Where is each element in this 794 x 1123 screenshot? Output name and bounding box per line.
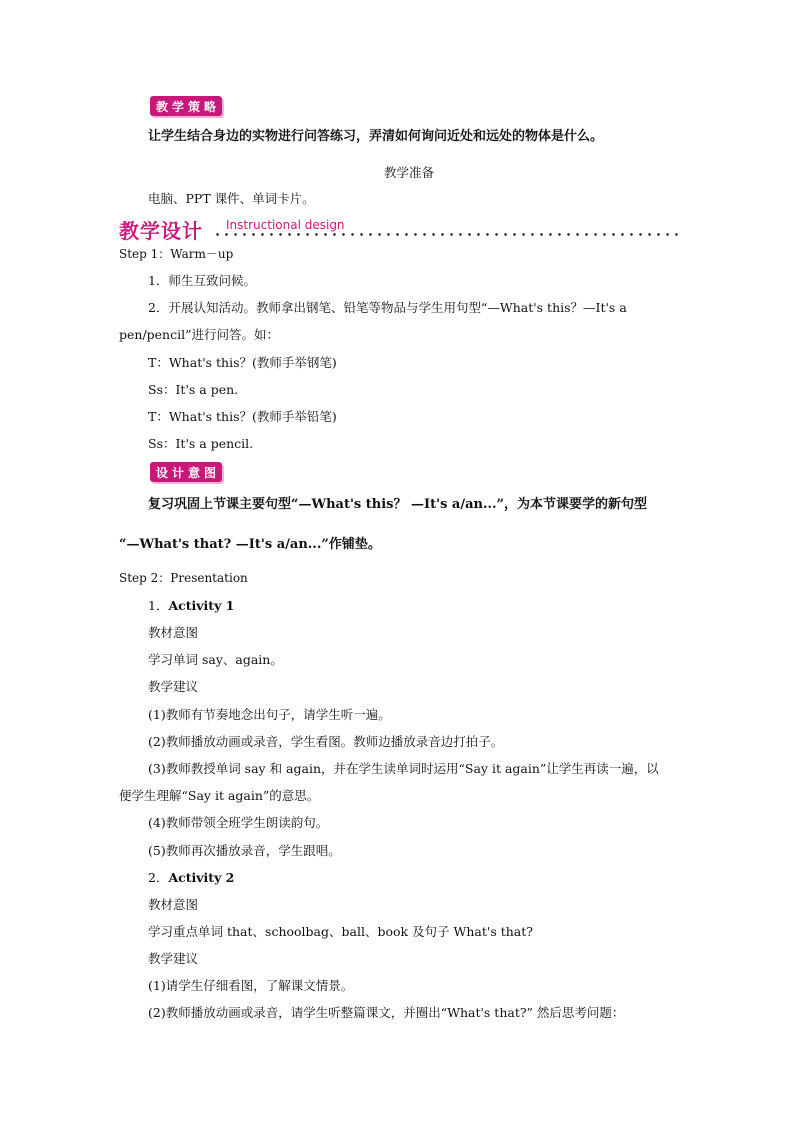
step2-title: Step 2：Presentation: [119, 571, 248, 585]
step1-item2-line1: 2．开展认知活动。教师拿出钢笔、铅笔等物品与学生用句型“—What's this？—It's a: [148, 300, 627, 315]
activity1-advice-label: 教学建议: [148, 679, 199, 694]
activity2-intent-label: 教材意图: [148, 897, 199, 912]
step1-item2-line2: pen/pencil”进行问答。如：: [119, 327, 279, 342]
design-intent-line1: 复习巩固上节课主要句型“—What's this？ —It's a/an...”，为本节课要学的新句型: [148, 497, 648, 512]
preparation-heading: 教学准备: [384, 165, 435, 180]
activity1-number: 1．: [148, 598, 169, 613]
step1-item1: 1．师生互致问候。: [148, 273, 256, 288]
activity1-title: [148, 597, 234, 615]
activity1-intent-text: 学习单词 say、again。: [148, 652, 283, 667]
activity2-number: 2．: [148, 870, 169, 885]
dialog-line: Ss：It's a pencil.: [148, 436, 254, 451]
activity2-title: [148, 869, 234, 887]
activity1-advice-item: 便学生理解“Say it again”的意思。: [119, 788, 320, 803]
preparation-text: 电脑、PPT 课件、单词卡片。: [148, 191, 315, 206]
dialog-line: T：What's this？(教师手举钢笔): [148, 355, 337, 370]
activity2-advice-label: 教学建议: [148, 951, 199, 966]
activity1-advice-item: (5)教师再次播放录音，学生跟唱。: [148, 843, 341, 858]
dialog-line: Ss：It's a pen.: [148, 382, 239, 397]
activity1-advice-item: (4)教师带领全班学生朗读韵句。: [148, 815, 329, 830]
dialog-line: T：What's this？(教师手举铅笔): [148, 409, 337, 424]
instructional-design-title: 教学设计: [119, 219, 203, 243]
activity2-advice-item: (2)教师播放动画或录音，请学生听整篇课文，并圈出“What's that?” 然后思考问题：: [148, 1005, 625, 1020]
instructional-design-subtitle: Instructional design: [226, 218, 345, 232]
teaching-strategy-text: 让学生结合身边的实物进行问答练习，弄清如何询问近处和远处的物体是什么。: [148, 129, 604, 144]
design-intent-badge: 设计意图: [150, 462, 222, 482]
activity2-advice-item: (1)请学生仔细看图，了解课文情景。: [148, 978, 354, 993]
activity1-name: Activity 1: [168, 598, 235, 613]
activity2-name: Activity 2: [168, 870, 235, 885]
dotted-divider: [213, 233, 681, 236]
activity2-intent-text: 学习重点单词 that、schoolbag、ball、book 及句子 What's that?: [148, 924, 533, 939]
activity1-advice-item: (3)教师教授单词 say 和 again，并在学生读单词时运用“Say it again”让学生再读一遍，以: [148, 761, 659, 776]
step1-title: Step 1：Warm－up: [119, 247, 234, 261]
activity1-intent-label: 教材意图: [148, 625, 199, 640]
teaching-strategy-badge: 教学策略: [150, 96, 222, 116]
activity1-advice-item: (2)教师播放动画或录音，学生看图。教师边播放录音边打拍子。: [148, 734, 504, 749]
activity1-advice-item: (1)教师有节奏地念出句子，请学生听一遍。: [148, 707, 391, 722]
design-intent-line2: “—What's that? —It's a/an...”作铺垫。: [119, 537, 381, 552]
